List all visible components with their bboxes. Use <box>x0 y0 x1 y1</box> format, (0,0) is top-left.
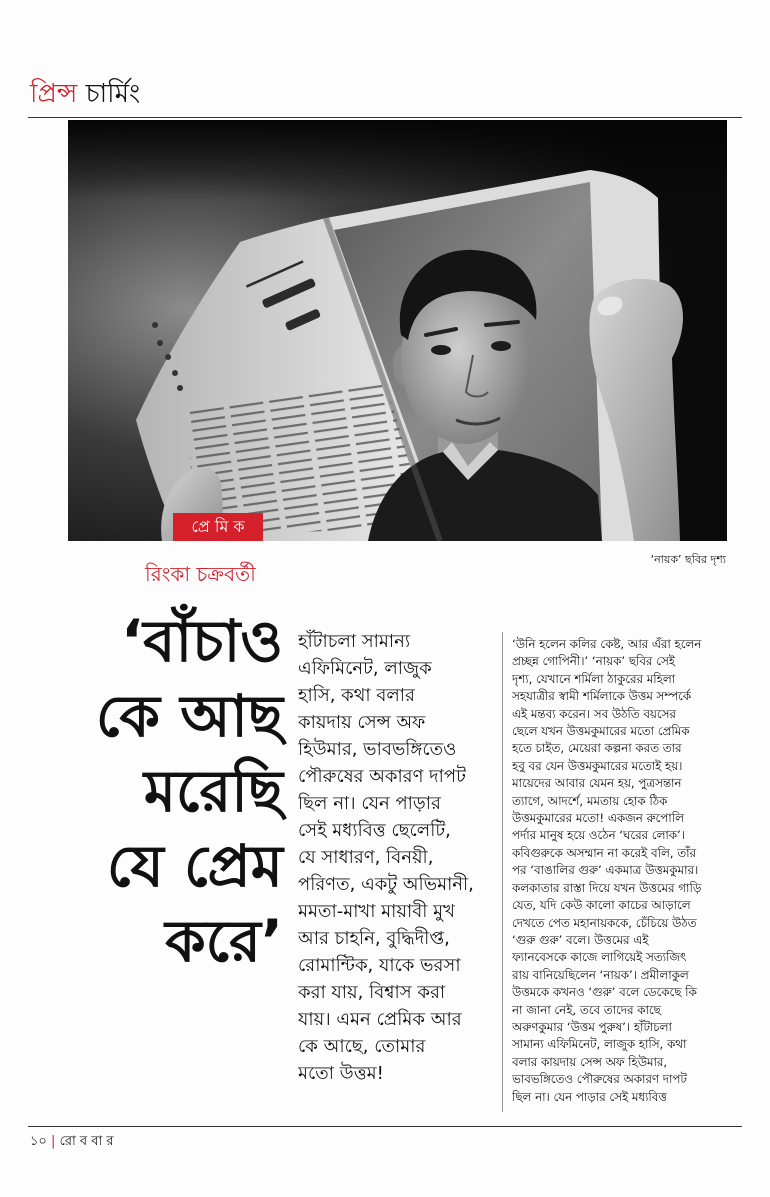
column-divider <box>502 632 503 1112</box>
body-line: এই মন্তব্য করেন। সব উঠতি বয়সের <box>512 706 676 721</box>
page-dot <box>157 340 163 346</box>
section-title-red: প্রিন্স <box>30 79 78 109</box>
body-line: পর ‘বাঙালির গুরু’ একমাত্র উত্তমকুমার। <box>512 863 699 878</box>
page-dot <box>177 385 183 391</box>
header-rule <box>28 117 742 118</box>
page-footer <box>30 1132 114 1152</box>
intro-line: কে আছে, তোমার <box>298 1036 426 1057</box>
intro-line: কায়দায় সেন্স অফ <box>298 712 426 733</box>
intro-line: মমতা-মাখা মায়াবী মুখ <box>298 901 455 922</box>
intro-line: মতো উত্তম! <box>298 1063 384 1084</box>
photo-image <box>68 120 727 541</box>
photo-caption: ‘নায়ক’ ছবির দৃশ্য <box>650 553 726 566</box>
magazine-name: রো ব বা র <box>59 1134 114 1149</box>
page-dot <box>165 354 171 360</box>
headline <box>30 604 283 979</box>
headline-line: ‘বাঁচাও <box>121 607 283 675</box>
body-line: হতে চাইত, মেয়েরা কল্পনা করত তার <box>512 741 682 756</box>
body-line: ছেলে যখন উত্তমকুমারের মতো প্রেমিক <box>512 724 690 739</box>
headline-line: করে’ <box>165 907 283 975</box>
body-line: উত্তমকুমারের মতো! একজন রুপোলি <box>512 811 684 826</box>
intro-line: পৌরুষের অকারণ দাপট <box>298 766 466 787</box>
body-line: কবিগুরুকে অসম্মান না করেই বলি, তাঁর <box>512 845 697 860</box>
intro-line: করা যায়, বিশ্বাস করা <box>298 982 446 1003</box>
footer-rule <box>28 1126 742 1127</box>
page-dot <box>172 370 178 376</box>
page-number: ১০ <box>30 1134 47 1149</box>
page-dot <box>152 322 158 328</box>
body-line: ‘উনি হলেন কলির কেষ্ট, আর এঁরা হলেন <box>512 637 702 651</box>
photo-tag-label: প্রে মি ক <box>173 513 263 541</box>
body-line: প্রচ্ছন্ন গোপিনী।’ ‘নায়ক’ ছবির সেই <box>512 654 675 669</box>
footer-separator: | <box>51 1134 56 1149</box>
intro-line: এফিমিনেট, লাজুক <box>298 658 432 679</box>
headline-line: যে প্রেম <box>106 832 283 900</box>
intro-line: হাঁটাচলা সামান্য <box>298 631 411 652</box>
body-line: সামান্য এফিমিনেট, লাজুক হাসি, কথা <box>512 1037 687 1052</box>
headline-line: মরেছি <box>143 757 283 825</box>
headline-line: কে আছ <box>95 682 283 750</box>
body-line: কলকাতার রাস্তা দিয়ে যখন উত্তমের গাড়ি <box>512 880 702 895</box>
body-line: হবু বর যেন উত্তমকুমারের মতোই হয়। <box>512 758 683 773</box>
body-line: উত্তমকে কখনও ‘গুরু’ বলে ডেকেছে কি <box>512 985 697 1000</box>
body-line: ‘গুরু গুরু’ বলে। উত্তমের এই <box>512 932 649 947</box>
body-line: ত্যাগে, আদর্শে, মমতায় হোক ঠিক <box>512 793 668 808</box>
body-line: সহযাত্রীর স্বামী শর্মিলাকে উত্তম সম্পর্কে <box>512 689 692 704</box>
portrait-eye-right <box>491 341 511 351</box>
intro-line: হাসি, কথা বলার <box>298 685 415 706</box>
body-line: ভাবভঙ্গিতেও পৌরুষের অকারণ দাপট <box>512 1072 687 1087</box>
section-title-black: চার্মিং <box>85 79 141 109</box>
body-line: মায়েদের আবার যেমন হয়, পুত্রসন্তান <box>512 776 682 791</box>
lead-photo <box>68 120 727 541</box>
intro-line: যে সাধারণ, বিনয়ী, <box>298 847 434 868</box>
body-column <box>512 636 736 1110</box>
portrait-eye-left <box>431 345 451 355</box>
intro-line: ছিল না। যেন পাড়ার <box>298 793 441 814</box>
intro-line: যায়। এমন প্রেমিক আর <box>298 1009 462 1030</box>
body-line: দৃশ্য, যেখানে শর্মিলা ঠাকুরের মহিলা <box>512 671 676 686</box>
intro-line: হিউমার, ভাবভঙ্গিতেও <box>298 739 457 760</box>
body-line: পর্দার মানুষ হয়ে ওঠেন ‘ঘরের লোক’। <box>512 828 686 843</box>
intro-line: আর চাহনি, বুদ্ধিদীপ্ত, <box>298 928 450 949</box>
body-line: ফ্যানবেসকে কাজে লাগিয়েই সত্যজিৎ <box>512 950 687 965</box>
body-line: ছিল না। যেন পাড়ার সেই মধ্যবিত্ত <box>512 1089 667 1104</box>
body-line: অরুণকুমার ‘উত্তম পুরুষ’। হাঁটাচলা <box>512 1019 672 1034</box>
intro-line: পরিণত, একটু অভিমানী, <box>298 874 474 895</box>
intro-line: সেই মধ্যবিত্ত ছেলেটি, <box>298 820 451 841</box>
body-line: বলার কায়দায় সেন্স অফ হিউমার, <box>512 1054 668 1069</box>
body-line: যেত, যদি কেউ কালো কাচের আড়ালে <box>512 898 691 913</box>
section-title <box>30 76 140 112</box>
intro-column <box>298 628 496 1090</box>
intro-line: রোমান্টিক, যাকে ভরসা <box>298 955 461 976</box>
author-byline: রিংকা চক্রবর্তী <box>145 562 256 586</box>
body-line: রায় বানিয়েছিলেন ‘নায়ক’। প্রমীলাকুল <box>512 967 689 982</box>
body-line: দেখতে পেত মহানায়ককে, চেঁচিয়ে উঠত <box>512 915 697 930</box>
body-line: না জানা নেই, তবে তাদের কাছে <box>512 1002 661 1017</box>
